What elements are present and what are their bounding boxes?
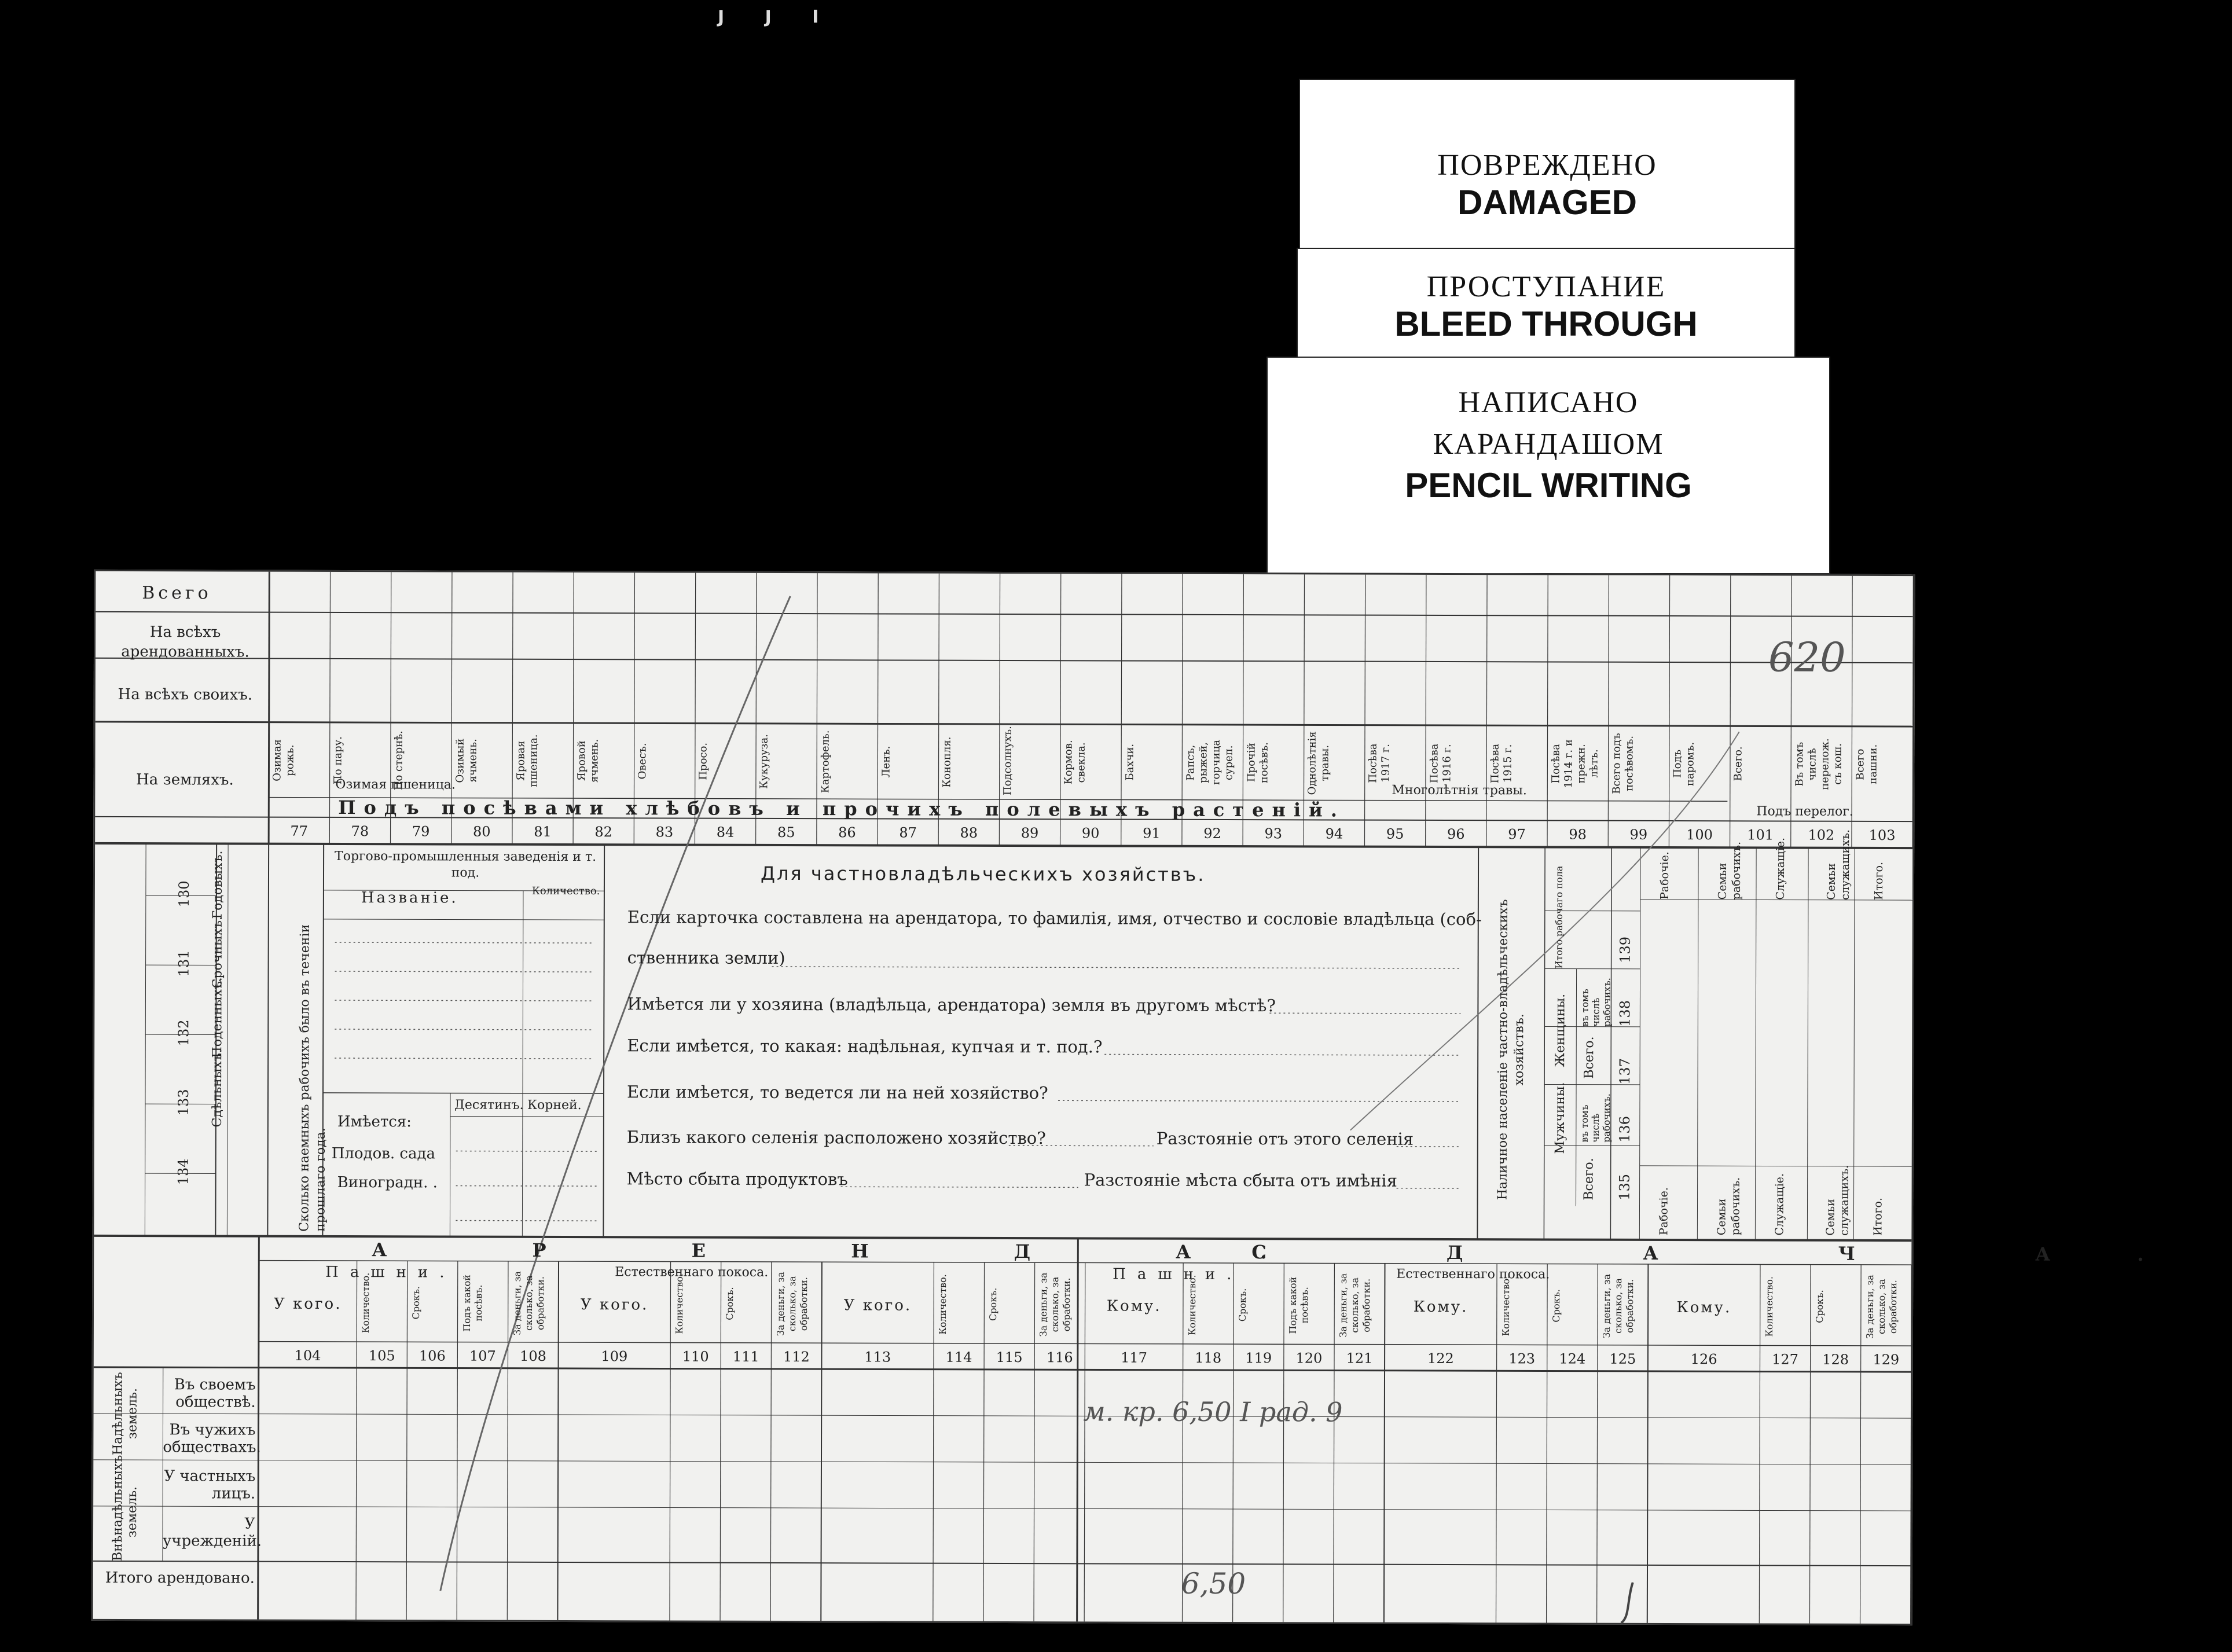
trade-imeetsya: Имѣется: [337, 1113, 412, 1131]
bleed-through-label-card [1298, 249, 1794, 365]
crop-num-93: 93 [1264, 825, 1283, 842]
crop-num-87: 87 [899, 824, 917, 841]
row-vsego: Всего [142, 583, 212, 604]
sdacha-header: С Д А Ч А. [1251, 1241, 2231, 1266]
arenda-header: А Р Е Н Д А. [372, 1239, 1337, 1264]
lease-header-123: Количество. [1500, 1275, 1512, 1337]
crop-num-86: 86 [838, 824, 856, 841]
lease-num-118: 118 [1195, 1349, 1222, 1366]
hired-col-2: Поденныхъ. [210, 977, 225, 1058]
crop-num-88: 88 [960, 824, 978, 841]
lease-header-109: У кого. [580, 1296, 649, 1314]
crop-num-100: 100 [1686, 827, 1713, 843]
crop-label-92: Рапсъ, рыжей, горчица суреп. [1184, 740, 1235, 785]
lease-header-113: У кого. [843, 1297, 912, 1315]
crop-label-93: Прочій посѣвъ. [1245, 742, 1271, 784]
pop-top-col-1: Семьи рабочихъ. [1716, 841, 1743, 900]
crop-num-79: 79 [412, 823, 430, 840]
ozimaya-pshenitsa-label: Озимая пшеница. [335, 777, 456, 792]
trade-title: Торгово-промышленныя заведенія и т. под. [335, 849, 597, 880]
lease-num-125: 125 [1609, 1350, 1636, 1367]
lease-header-117: Кому. [1106, 1297, 1162, 1315]
census-form-sheet [91, 570, 2231, 1625]
row-chastnyh: У частныхъ лицъ. [164, 1467, 256, 1503]
hired-num-134: 134 [175, 1158, 192, 1185]
crop-num-96: 96 [1447, 826, 1465, 843]
group-nadel: Надѣльныхъ земель. [111, 1372, 140, 1455]
crop-label-88: Конопля. [941, 736, 953, 788]
pod-perelog-label: Подъ перелог. [1756, 804, 1853, 819]
sdacha-pashni: Пашни. [1113, 1265, 1243, 1284]
pop-bottom-col-3: Семьи служащихъ. [1824, 1165, 1851, 1236]
crop-num-95: 95 [1386, 825, 1404, 842]
pencil-ru-1: НАПИСАНО [1458, 386, 1639, 419]
crop-label-82: Яровой ячмень. [575, 739, 601, 783]
crop-label-89: Подсолнухъ. [1001, 726, 1014, 796]
lease-header-122: Кому. [1413, 1298, 1469, 1316]
crop-label-78: По пару. [332, 736, 344, 784]
crop-label-98: Посѣва 1914 г. и прежн. лѣтъ. [1550, 739, 1600, 788]
crop-label-103: Всего пашни. [1854, 744, 1879, 785]
q5a: Близъ какого селенія расположено хозяйство? [626, 1127, 1046, 1148]
row-na-zemlyah: На земляхъ. [136, 771, 234, 789]
crop-num-92: 92 [1203, 825, 1221, 842]
crop-label-83: Овесъ. [636, 743, 649, 780]
hired-side-label: Сколько наемныхъ рабочихъ было въ теченіи прошлаго года. [297, 924, 328, 1232]
lease-header-112: За деньги, за сколько, за обработки. [774, 1272, 809, 1336]
lease-num-128: 128 [1822, 1351, 1849, 1368]
mnogoletnie-label: Многолѣтнія травы. [1392, 783, 1527, 798]
lease-header-126: Кому. [1676, 1299, 1732, 1317]
lease-num-121: 121 [1346, 1350, 1373, 1367]
women-workers: въ томъ числѣ рабочихъ. [1579, 978, 1613, 1027]
lease-header-116: За деньги, за сколько, за обработки. [1038, 1272, 1073, 1337]
crop-label-86: Картофель. [819, 730, 832, 794]
pop-top-col-2: Служащіе. [1774, 837, 1787, 900]
hired-num-132: 132 [175, 1019, 192, 1047]
q1b: ственника земли) [627, 948, 785, 968]
lease-num-126: 126 [1690, 1351, 1717, 1368]
crop-label-81: Яровая пшеница. [515, 734, 540, 788]
hired-col-1: Срочныхъ. [210, 916, 225, 989]
hired-num-130: 130 [175, 880, 192, 908]
damaged-label-card [1300, 80, 1794, 254]
lease-num-109: 109 [601, 1348, 628, 1365]
group-vne: Внѣнадѣльныхъ земель. [110, 1455, 140, 1562]
lease-num-117: 117 [1121, 1349, 1147, 1366]
row-arendovannyh: На всѣхъ арендованныхъ. [121, 623, 249, 661]
crop-label-91: Бахчи. [1124, 744, 1136, 781]
lease-num-114: 114 [945, 1349, 972, 1365]
crop-label-95: Посѣва 1917 г. [1367, 743, 1392, 783]
crop-num-82: 82 [594, 824, 613, 840]
trade-name-header: Названіе. [361, 889, 458, 907]
crop-num-102: 102 [1808, 827, 1835, 843]
lease-num-127: 127 [1772, 1351, 1798, 1368]
trade-vinograd: Виноградн. . [337, 1173, 438, 1192]
crop-label-99: Всего подъ посѣвомъ. [1610, 733, 1636, 794]
crop-label-90: Кормов. свекла. [1062, 740, 1088, 785]
lease-num-108: 108 [520, 1348, 546, 1364]
crops-header: Подъ посѣвами хлѣбовъ и прочихъ полевыхъ растеній. [338, 796, 1346, 821]
crop-num-97: 97 [1508, 826, 1526, 843]
crop-num-90: 90 [1081, 825, 1100, 842]
men-workers: въ томъ числѣ рабочихъ. [1578, 1093, 1613, 1143]
bleed-en: BLEED THROUGH [1394, 304, 1698, 343]
damaged-ru: ПОВРЕЖДЕНО [1437, 149, 1657, 182]
q1a: Если карточка составлена на арендатора, то фамилія, имя, отчество и сословіе владѣльца (соб- [627, 907, 1482, 930]
lease-num-110: 110 [682, 1348, 709, 1365]
women-label: Женщины. [1553, 993, 1568, 1067]
lease-num-129: 129 [1873, 1351, 1900, 1368]
crop-num-91: 91 [1143, 825, 1161, 842]
crop-num-101: 101 [1747, 827, 1774, 843]
pop-num-135: 135 [1616, 1173, 1633, 1201]
crop-label-79: По стернѣ. [392, 730, 406, 791]
lease-header-121: За деньги, за сколько, за обработки. [1338, 1273, 1372, 1338]
lease-header-104: У кого. [273, 1295, 342, 1313]
lease-header-128: Срокъ. [1814, 1290, 1825, 1323]
handwritten-note: м. кр. 6,50 І рад. 9 [1083, 1396, 1343, 1428]
pop-bottom-col-1: Семьи рабочихъ. [1715, 1177, 1742, 1236]
lease-num-116: 116 [1046, 1349, 1073, 1366]
q6b: Разстояніе мѣста сбыта отъ имѣнія [1084, 1170, 1397, 1191]
q4: Если имѣется, то ведется ли на ней хозяйство? [626, 1082, 1048, 1103]
q6a: Мѣсто сбыта продуктовъ [626, 1169, 848, 1190]
lease-header-107: Подъ какой посѣвъ. [461, 1274, 484, 1332]
lease-header-110: Количество. [674, 1273, 685, 1334]
crop-num-98: 98 [1569, 826, 1587, 843]
pop-bottom-col-0: Рабочіе. [1657, 1187, 1671, 1236]
crop-label-85: Кукуруза. [758, 734, 771, 789]
lease-num-120: 120 [1295, 1350, 1323, 1367]
trade-qty-header: Количество. [531, 884, 600, 898]
lease-header-111: Срокъ. [724, 1287, 736, 1320]
pop-num-136: 136 [1616, 1115, 1633, 1143]
pop-num-139: 139 [1617, 936, 1633, 963]
answer-dotted-lines [94, 571, 1913, 1240]
lease-header-119: Срокъ. [1236, 1288, 1249, 1322]
lease-num-124: 124 [1559, 1350, 1586, 1367]
row-svoih: На всѣхъ своихъ. [118, 685, 253, 704]
crop-label-84: Просо. [697, 742, 710, 780]
hired-num-133: 133 [175, 1089, 192, 1116]
crop-num-94: 94 [1325, 825, 1343, 842]
row-chuzhih: Въ чужихъ обществахъ. [163, 1421, 261, 1456]
crop-num-83: 83 [655, 824, 674, 840]
lease-header-124: Срокъ. [1550, 1289, 1562, 1323]
pop-num-137: 137 [1617, 1058, 1633, 1085]
lease-header-115: Срокъ. [987, 1287, 999, 1321]
row-uchrezhdeniy: У учрежденій. [162, 1515, 262, 1550]
q5b: Разстояніе отъ этого селенія [1156, 1128, 1414, 1149]
crop-num-81: 81 [534, 823, 552, 840]
lease-num-112: 112 [783, 1349, 810, 1365]
lease-num-119: 119 [1245, 1350, 1272, 1367]
men-vsego: Всего. [1581, 1158, 1596, 1201]
crop-label-101: Всего. [1732, 746, 1745, 781]
top-marks: J J I [718, 7, 836, 27]
private-title: Для частновладѣльческихъ хозяйствъ. [760, 862, 1206, 886]
row-itogo: Итого арендовано. [105, 1569, 255, 1587]
crop-num-99: 99 [1629, 826, 1648, 843]
lease-header-114: Количество. [937, 1273, 949, 1335]
lease-header-106: Срокъ. [410, 1286, 422, 1320]
lease-num-107: 107 [469, 1348, 496, 1364]
bleed-ru: ПРОСТУПАНИЕ [1426, 270, 1666, 303]
lease-header-125: За деньги, за сколько, за обработки. [1600, 1273, 1636, 1338]
lease-num-113: 113 [864, 1349, 891, 1365]
q2: Имѣется ли у хозяина (владѣльца, арендатора) земля въ другомъ мѣстѣ? [627, 994, 1276, 1016]
crop-label-100: Подъ паромъ. [1671, 741, 1697, 786]
arenda-pokos: Естественнаго покоса. [615, 1265, 769, 1280]
crop-num-77: 77 [290, 823, 309, 839]
hired-col-0: Годовыхъ. [210, 850, 226, 919]
lease-num-106: 106 [419, 1348, 446, 1364]
men-label: Мужчины. [1552, 1082, 1568, 1154]
lease-num-111: 111 [732, 1348, 759, 1365]
crop-label-87: Ленъ. [880, 746, 893, 778]
crop-label-94: Однолѣтнія травы. [1306, 730, 1331, 795]
pop-bottom-col-4: Итого. [1871, 1197, 1885, 1236]
crop-num-84: 84 [716, 824, 735, 840]
lease-header-108: За деньги, за сколько, за обработки. [511, 1271, 546, 1335]
crop-label-77: Озимая рожь. [271, 739, 296, 781]
crop-label-97: Посѣва 1915 г. [1489, 743, 1514, 783]
arenda-pashni: Пашни. [325, 1263, 456, 1282]
lease-header-118: Количество. [1186, 1275, 1198, 1335]
lease-num-105: 105 [368, 1348, 395, 1364]
trade-sad: Плодов. сада [331, 1144, 436, 1163]
lease-header-120: Подъ какой посѣвъ. [1287, 1276, 1310, 1334]
population-side-label: Наличное населеніе частно-владѣльческихъ хозяйствъ. [1495, 899, 1527, 1201]
handwritten-total: 6,50 [1181, 1566, 1246, 1601]
pencil-en: PENCIL WRITING [1405, 466, 1692, 505]
crop-label-96: Посѣва 1916 г. [1427, 743, 1453, 783]
women-vsego: Всего. [1582, 1036, 1597, 1079]
sdacha-pokos: Естественнаго покоса. [1396, 1266, 1550, 1282]
lease-num-104: 104 [294, 1347, 321, 1364]
crop-num-78: 78 [351, 823, 369, 840]
handwritten-page-number: 620 [1768, 633, 1846, 681]
crop-num-103: 103 [1868, 827, 1896, 844]
lease-header-127: Количество. [1763, 1276, 1775, 1337]
q3: Если имѣется, то какая: надѣльная, купчая и т. под.? [627, 1036, 1103, 1057]
crop-label-80: Озимый ячмень. [453, 738, 479, 783]
hired-num-131: 131 [175, 950, 192, 977]
hired-col-3: Сдѣльныхъ. [210, 1049, 225, 1128]
pop-bottom-col-2: Служащіе. [1773, 1173, 1786, 1236]
pop-top-col-4: Итого. [1872, 861, 1886, 900]
crop-label-102: Въ томъ числѣ перелож. съ кош. [1793, 738, 1844, 790]
itogo-rab-pola: Итого рабочаго пола [1553, 865, 1565, 969]
crop-num-89: 89 [1020, 825, 1039, 842]
trade-korney: Корней. [527, 1097, 582, 1113]
lease-num-123: 123 [1508, 1350, 1536, 1367]
lease-header-105: Количество. [360, 1272, 372, 1333]
lease-header-129: За деньги, за сколько, за обработки. [1864, 1275, 1899, 1339]
pencil-writing-label-card [1268, 358, 1829, 573]
row-svoem: Въ своемъ обществѣ. [174, 1376, 256, 1411]
pop-top-col-0: Рабочіе. [1658, 851, 1672, 900]
trade-desyatin: Десятинъ. [454, 1097, 524, 1113]
pencil-ru-2: КАРАНДАШОМ [1433, 428, 1664, 461]
lease-num-122: 122 [1427, 1350, 1454, 1367]
crop-num-85: 85 [777, 824, 795, 841]
crop-num-80: 80 [473, 823, 491, 840]
pop-top-col-3: Семьи служащихъ. [1824, 829, 1852, 900]
lease-num-115: 115 [996, 1349, 1023, 1366]
pop-num-138: 138 [1617, 1000, 1633, 1027]
damaged-en: DAMAGED [1458, 183, 1637, 222]
